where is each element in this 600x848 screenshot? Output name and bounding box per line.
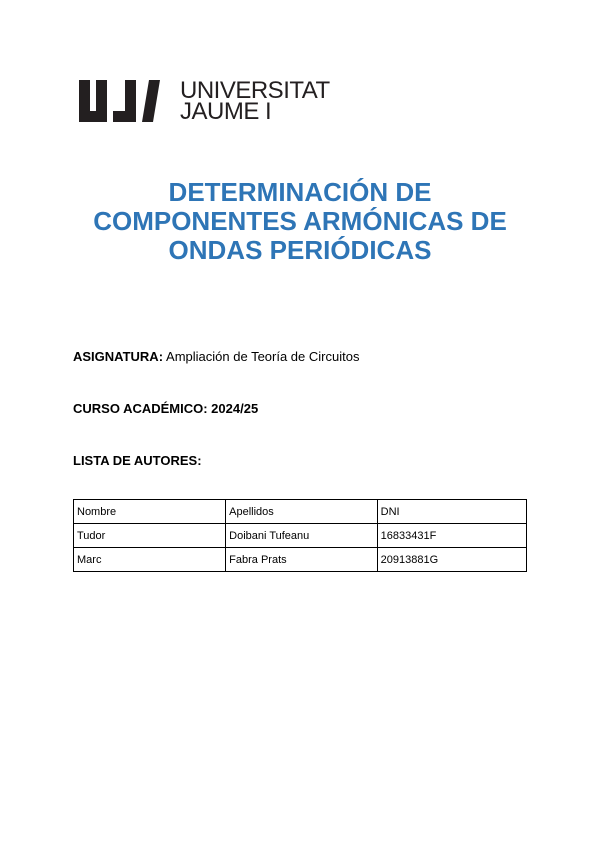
autores-field: [73, 453, 202, 468]
curso-label: CURSO ACADÉMICO: 2024/25: [73, 401, 259, 416]
curso-field: [73, 401, 258, 416]
header-apellidos: Apellidos: [226, 500, 377, 524]
header-dni: DNI: [377, 500, 526, 524]
title-line-2: COMPONENTES ARMÓNICAS DE: [93, 206, 507, 236]
logo-line-1: UNIVERSITAT: [180, 77, 330, 104]
asignatura-value: Ampliación de Teoría de Circuitos: [166, 349, 360, 364]
asignatura-label: ASIGNATURA:: [73, 349, 164, 364]
title-line-3: ONDAS PERIÓDICAS: [168, 235, 432, 265]
table-header-row: [74, 500, 527, 524]
autores-label: LISTA DE AUTORES:: [73, 453, 202, 468]
logo-wordmark: [180, 77, 330, 125]
header-nombre: Nombre: [74, 500, 226, 524]
cell-apellidos: Doibani Tufeanu: [226, 524, 377, 548]
table-row: [74, 524, 527, 548]
cell-nombre: Marc: [74, 548, 226, 572]
cell-nombre: Tudor: [74, 524, 226, 548]
university-logo: [79, 77, 330, 125]
asignatura-field: [73, 349, 359, 364]
cell-dni: 16833431F: [377, 524, 526, 548]
authors-table: [73, 499, 527, 572]
cell-dni: 20913881G: [377, 548, 526, 572]
document-title: [40, 178, 560, 265]
logo-line-2: JAUME I: [180, 98, 272, 125]
uji-logo-mark: [79, 80, 171, 122]
title-line-1: DETERMINACIÓN DE: [168, 177, 432, 207]
cell-apellidos: Fabra Prats: [226, 548, 377, 572]
table-row: [74, 548, 527, 572]
